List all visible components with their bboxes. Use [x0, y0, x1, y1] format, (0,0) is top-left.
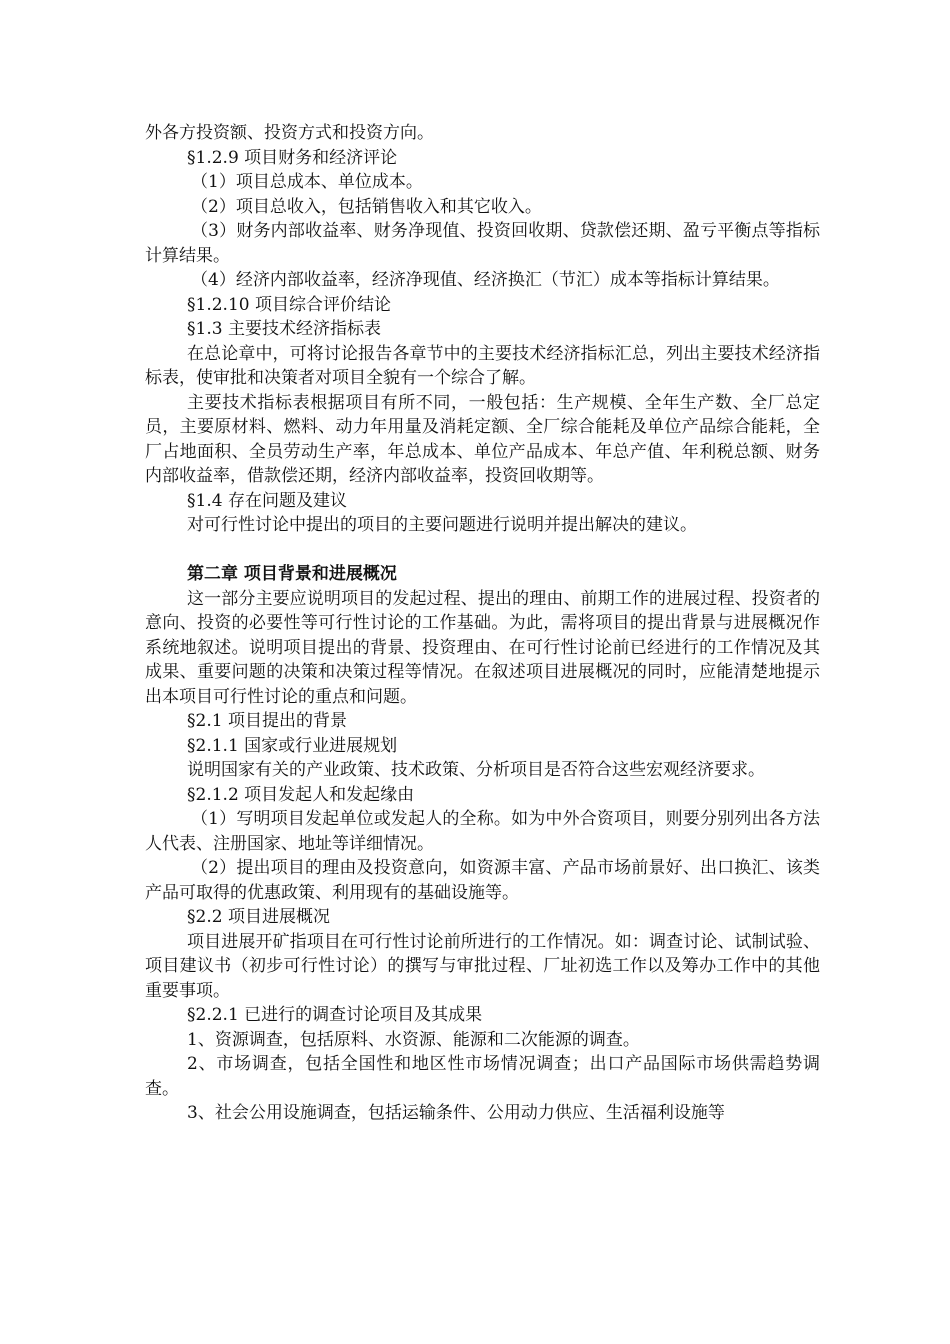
section-heading: §2.1.1 国家或行业进展规划	[187, 735, 398, 756]
section-heading: §1.3 主要技术经济指标表	[187, 319, 381, 339]
paragraph: 在总论章中，可将讨论报告各章节中的主要技术经济指标汇总，列出主要技术经济指标表，使审批和决策者对项目全貌有一个综合了解。	[145, 343, 820, 388]
list-item: 2、市场调查，包括全国性和地区性市场情况调查；出口产品国际市场供需趋势调查。	[145, 1054, 820, 1099]
list-item: 3、社会公用设施调查，包括运输条件、公用动力供应、生活福利设施等	[187, 1103, 725, 1123]
paragraph: 说明国家有关的产业政策、技术政策、分析项目是否符合这些宏观经济要求。	[187, 760, 765, 780]
section-heading: §2.1.2 项目发起人和发起缘由	[187, 784, 415, 805]
paragraph: 主要技术指标表根据项目有所不同，一般包括：生产规模、全年生产数、全厂总定员，主要原材料、燃料、动力年用量及消耗定额、全厂综合能耗及单位产品综合能耗，全厂占地面积、全员劳动生产率，年总成本、单位产品成本、年总产值、年利税总额、财务内部收益率，借款偿还期，经济内部收益率，投资回收期等。	[145, 392, 820, 486]
paragraph: 这一部分主要应说明项目的发起过程、提出的理由、前期工作的进展过程、投资者的意向、投资的必要性等可行性讨论的工作基础。为此，需将项目的提出背景与进展概况作系统地叙述。说明项目提出的背景、投资理由、在可行性讨论前已经进行的工作情况及其成果、重要问题的决策和决策过程等情况。在叙述项目进展概况的同时，应能清楚地提示出本项目可行性讨论的重点和问题。	[145, 588, 820, 707]
section-heading: §1.4 存在问题及建议	[187, 490, 347, 511]
list-item: （4）经济内部收益率，经济净现值、经济换汇（节汇）成本等指标计算结果。	[191, 270, 780, 290]
section-heading: §2.1 项目提出的背景	[187, 711, 347, 731]
list-item: （2）项目总收入，包括销售收入和其它收入。	[191, 196, 542, 217]
section-heading: §2.2 项目进展概况	[187, 907, 330, 927]
list-item: 1、资源调查，包括原料、水资源、能源和二次能源的调查。	[187, 1029, 640, 1050]
list-item: （2）提出项目的理由及投资意向，如资源丰富、产品市场前景好、出口换汇、该类产品可取得的优惠政策、利用现有的基础设施等。	[145, 858, 820, 903]
list-item: （3）财务内部收益率、财务净现值、投资回收期、贷款偿还期、盈亏平衡点等指标计算结果。	[145, 221, 820, 266]
paragraph: 项目进展开矿指项目在可行性讨论前所进行的工作情况。如：调查讨论、试制试验、项目建议书（初步可行性讨论）的撰写与审批过程、厂址初选工作以及筹办工作中的其他重要事项。	[145, 931, 820, 1001]
section-heading: §2.2.1 已进行的调查讨论项目及其成果	[187, 1005, 483, 1025]
blank-line	[145, 538, 820, 563]
section-heading: §1.2.9 项目财务和经济评论	[187, 147, 398, 168]
chapter-title: 第二章 项目背景和进展概况	[187, 564, 397, 584]
section-heading: §1.2.10 项目综合评价结论	[187, 294, 391, 315]
paragraph: 对可行性讨论中提出的项目的主要问题进行说明并提出解决的建议。	[187, 515, 697, 535]
document-body	[145, 121, 820, 1126]
list-item: （1）项目总成本、单位成本。	[191, 172, 423, 192]
list-item: （1）写明项目发起单位或发起人的全称。如为中外合资项目，则要分别列出各方法人代表、注册国家、地址等详细情况。	[145, 809, 820, 854]
paragraph: 外各方投资额、投资方式和投资方向。	[145, 123, 434, 143]
